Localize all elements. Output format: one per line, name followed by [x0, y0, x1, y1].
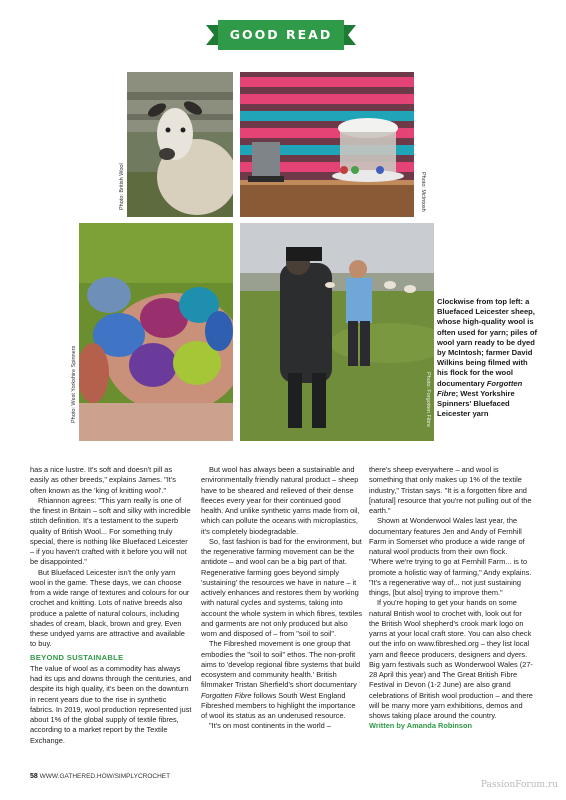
photo-caption [437, 297, 537, 419]
watermark: PassionForum.ru [480, 780, 558, 790]
paragraph: If you're hoping to get your hands on some natural British wool to crochet with, look out for the British Wool shepherd's crook mark logo on yarns at your local craft store. You can also check out the info on www.fibreshed.org – they list local yarn and fleece producers, designers and dyers. Big yarn festivals such as Wonderwool Wales (27-28 April this year) and The Great British Fibre Festival in Devon (1-2 June) are also grand celebrations of British wool production – and there will be many more yarn exhibitions, demos and shows taking place around the country. [369, 598, 533, 720]
film-title: Forgotten Fibre [201, 690, 252, 700]
paragraph: "It's on most continents in the world – [209, 721, 331, 731]
good-read-banner [206, 20, 356, 50]
paragraph: has a nice lustre. It's soft and doesn't pill as easily as other breeds," explains James. "It's often known as the 'king of knitting wool'." [30, 465, 176, 495]
dye-photo [240, 72, 414, 217]
sheep-photo [127, 72, 233, 217]
caption-lead: Clockwise from top left: a Bluefaced Leicester sheep, whose high-quality wool is often used for yarn; piles of wool yarn ready to be dyed by McIntosh; farmer David Wilkins being filmed with his flock for the wool documentary [437, 297, 537, 388]
yarn-photo-credit: Photo: West Yorkshire Spinners [71, 345, 77, 423]
magazine-url[interactable]: WWW.GATHERED.HOW/SIMPLYCROCHET [39, 773, 171, 780]
yarn-photo [79, 223, 233, 441]
sheep-photo-credit: Photo: British Wool [119, 163, 125, 210]
banner-label: GOOD READ [218, 20, 344, 50]
paragraph: But Bluefaced Leicester isn't the only yarn wool in the game. These days, we can choose from a wide range of textures and colours for our crochet and knitting. Lots of native breeds also produce a palette of natural colours, including shades of cream, black, brown and grey. Even these undyed yarns are attractive and available to buy. [30, 567, 190, 649]
farmer-photo-credit: Photo: Forgotten Fibre [425, 372, 431, 428]
dye-photo-credit: Photo: McIntosh [420, 172, 426, 212]
article-column-1 [30, 465, 192, 746]
paragraph-text: follows South West England Fibreshed members to highlight the importance of wool its status as an underused resource. [201, 690, 356, 720]
caption-tail: ; West Yorkshire Spinners' Bluefaced Leicester yarn [437, 388, 515, 419]
paragraph-text: The Fibreshed movement is one group that embodies the "soil to soil" ethos. The non-profit aims to 'develop regional fibre systems that build ecosystem and community health.' British filmmaker Tristan Sherfield's short documentary [201, 639, 361, 690]
farmer-photo [240, 223, 434, 441]
paragraph: The value of wool as a commodity has always had its ups and downs through the centuries, and despite its high quality, it's been on the downturn in recent years due to the rise in synthetic fabrics. In 2019, wool production represented just about 1% of the global supply of textile fibres, according to a market report by the Textile Exchange. [30, 663, 192, 745]
paragraph [201, 639, 363, 721]
section-heading: BEYOND SUSTAINABLE [30, 652, 124, 662]
paragraph: So, fast fashion is bad for the environment, but the regenerative farming movement can be the antidote – and wool can be a big part of that. Regenerative farming goes beyond simply 'sustaining' the resources we have in nature – it actively enhances and restores them by working with natural cycles and systems, taking into account the whole system in which fibres, textiles and garments are not only produced but also worn and disposed of – from "soil to soil". [201, 536, 363, 638]
page-footer [30, 773, 170, 780]
page-number: 58 [30, 773, 38, 780]
paragraph: Rhiannon agrees: "This yarn really is one of the finest in Britain – soft and silky with incredible stitch definition. It's a testament to the superb quality of British Wool... For something truly special, there is nothing like Bluefaced Leicester – if you haven't crafted with it before you will not be disappointed." [30, 495, 191, 567]
ribbon-tail-right [342, 25, 356, 45]
caption-film-title: Forgotten Fibre [437, 378, 523, 398]
paragraph: there's sheep everywhere – and wool is something that only makes up 1% of the textile industry," Tristan says. "It is a forgotten fibre and [natural] resource that you're not pulling out of the earth." [369, 465, 532, 515]
author-byline: Written by Amanda Robinson [369, 721, 473, 731]
paragraph: Shown at Wonderwool Wales last year, the documentary features Jen and Andy of Fernhill Farm in Somerset who produce a wide range of natural wool products from their own flock. "Where we're trying to go at Fernhill Farm... is to promote a holistic way of farming," Andy explains. "It's a regenerative way of... not just sustaining things, [but also] trying to improve them." [369, 516, 532, 597]
article-column-2 [201, 465, 363, 732]
article-column-3 [369, 465, 533, 732]
paragraph: But wool has always been a sustainable and environmentally friendly natural product – sheep have to be sheared and relieved of their dense fleeces every year for their continued good health. And unlike synthetic yarns made from oil, which can pollute the oceans with microplastics, it's completely biodegradable. [201, 465, 360, 536]
